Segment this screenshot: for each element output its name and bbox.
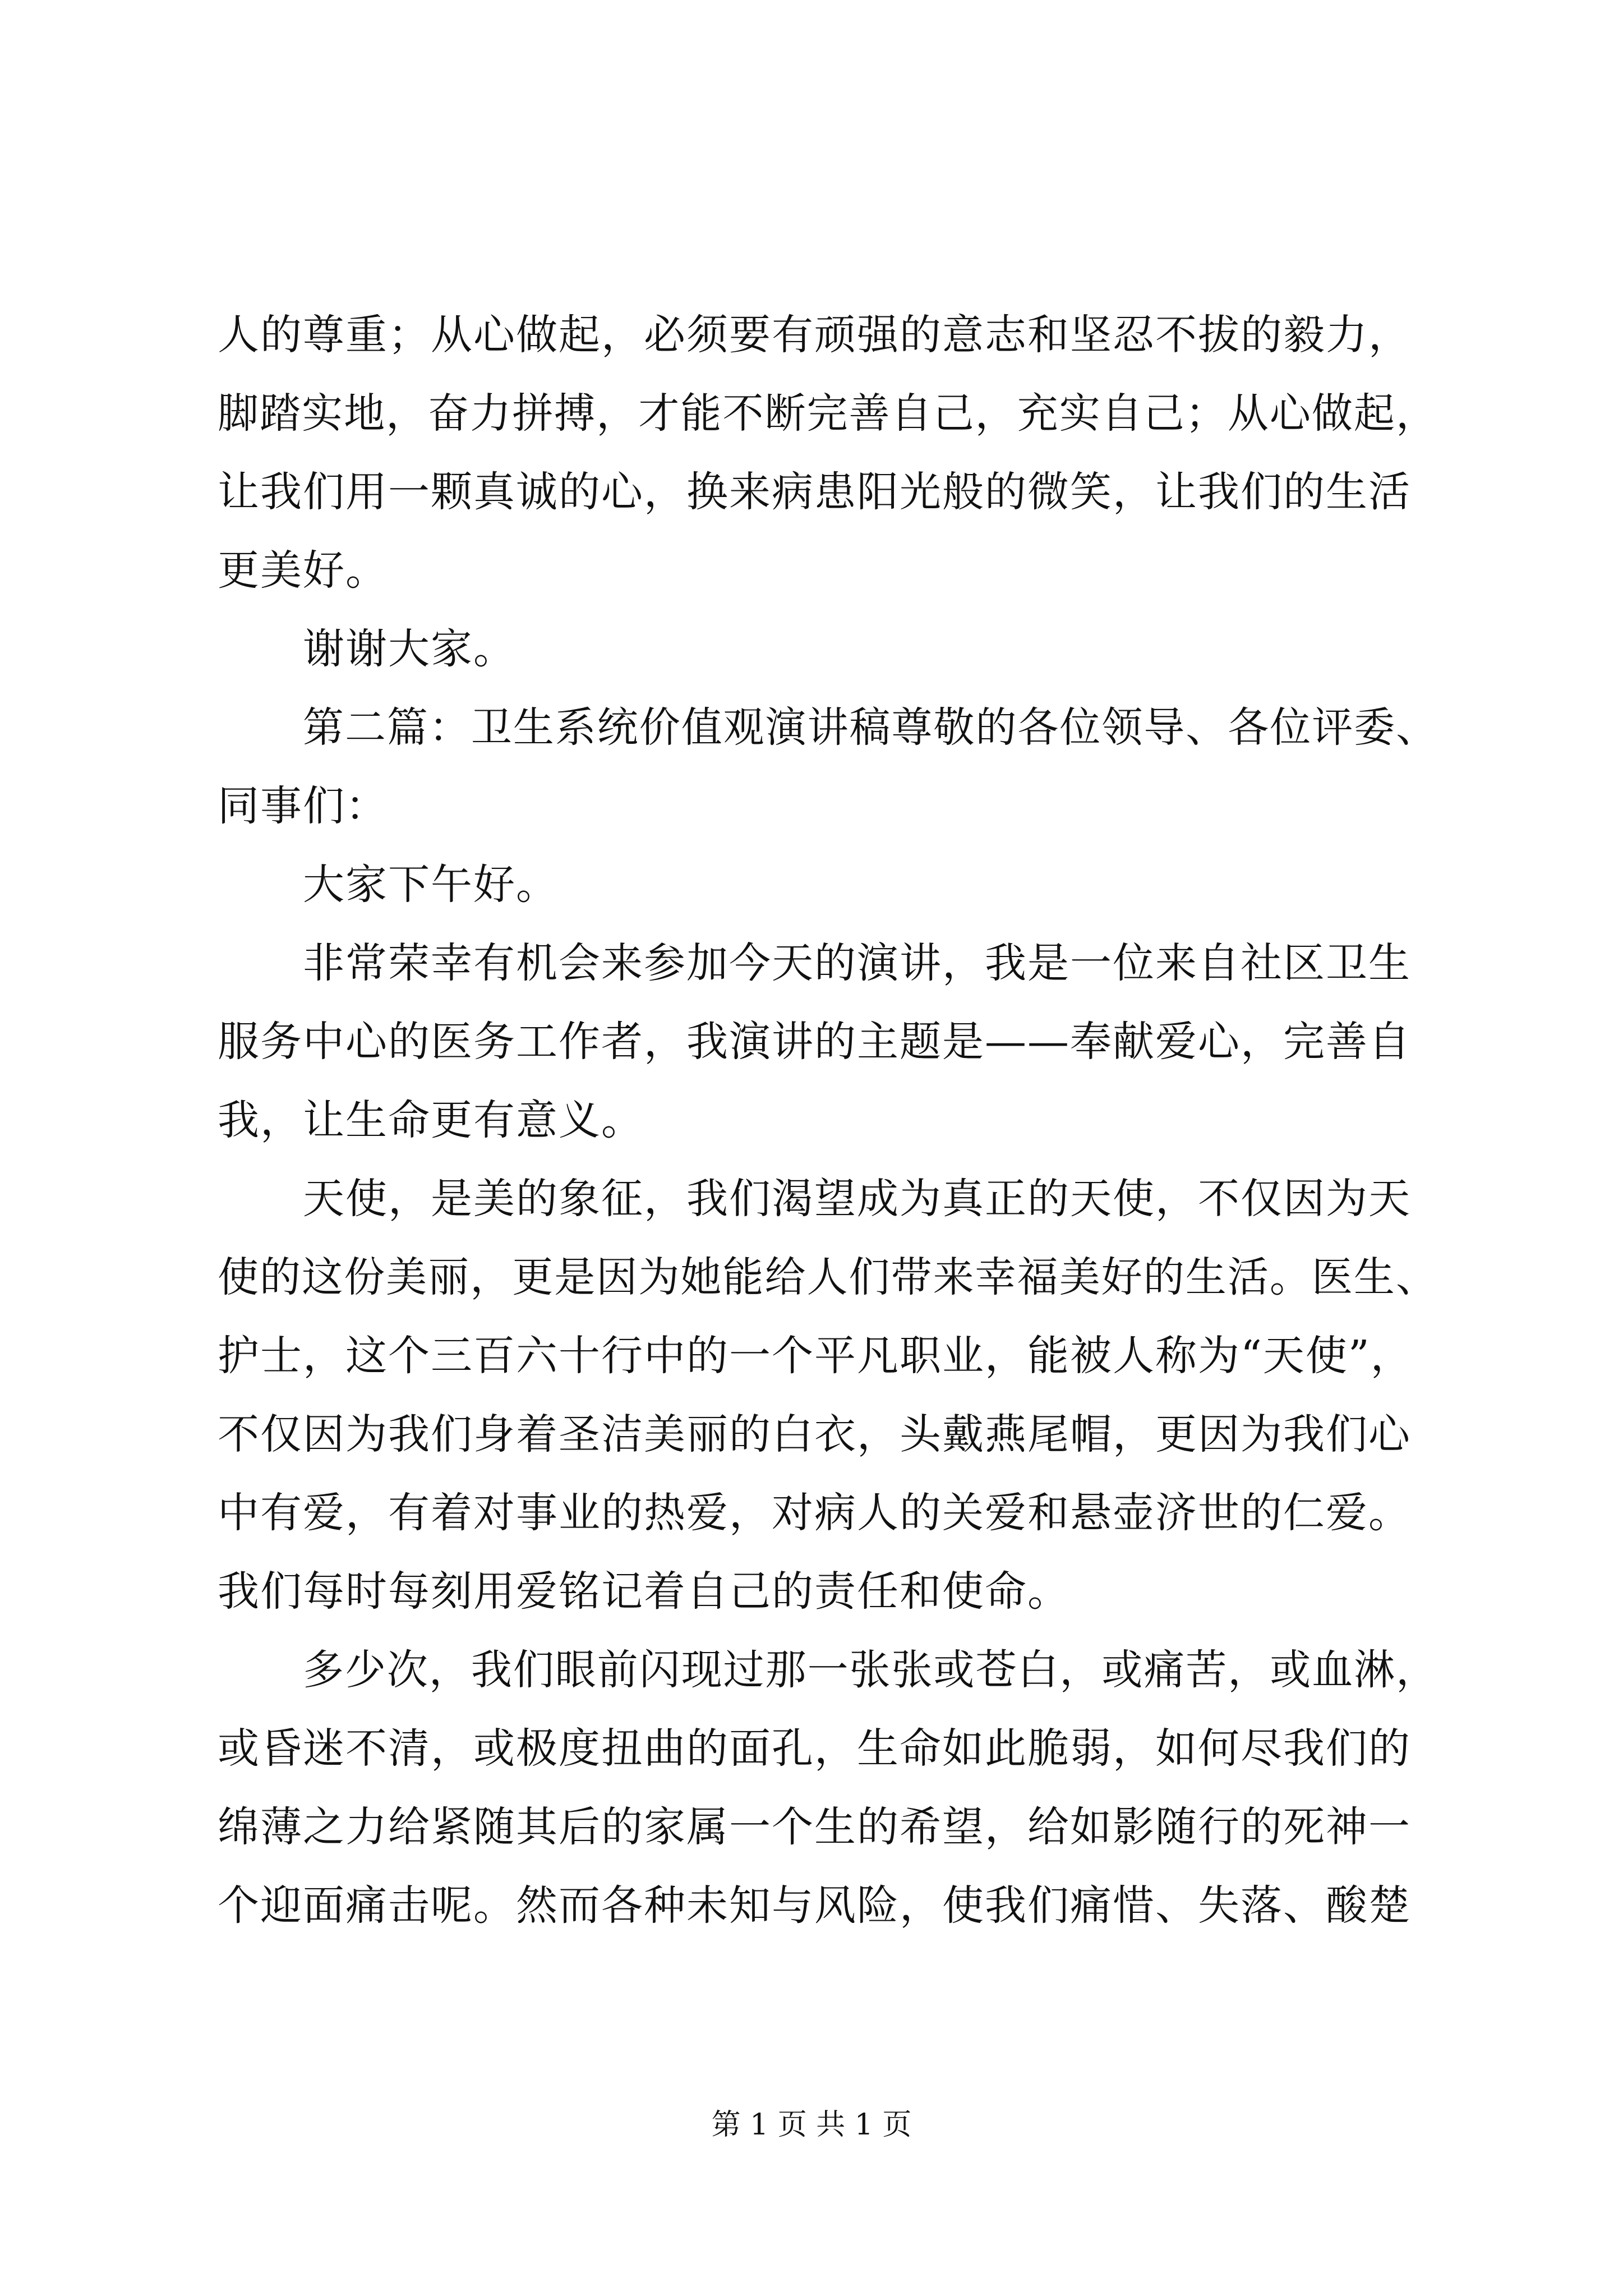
- text-line: 中有爱，有着对事业的热爱，对病人的关爱和悬壶济世的仁爱。: [218, 1489, 1411, 1537]
- text-line: 天使，是美的象征，我们渴望成为真正的天使，不仅因为天: [303, 1175, 1411, 1223]
- text-line: 让我们用一颗真诚的心，换来病患阳光般的微笑，让我们的生活: [218, 468, 1411, 516]
- text-line: 更美好。: [218, 546, 388, 595]
- text-line: 我，让生命更有意义。: [218, 1096, 644, 1144]
- text-line: 个迎面痛击呢。然而各种未知与风险，使我们痛惜、失落、酸楚: [218, 1881, 1411, 1930]
- text-line: 同事们：: [218, 782, 388, 830]
- text-line: 我们每时每刻用爱铭记着自己的责任和使命。: [218, 1567, 1070, 1616]
- text-line: 第二篇：卫生系统价值观演讲稿尊敬的各位领导、各位评委、: [303, 703, 1438, 752]
- text-line: 使的这份美丽，更是因为她能给人们带来幸福美好的生活。医生、: [218, 1253, 1438, 1301]
- text-line: 或昏迷不清，或极度扭曲的面孔，生命如此脆弱，如何尽我们的: [218, 1724, 1411, 1773]
- text-line: 脚踏实地，奋力拼搏，才能不断完善自己，充实自己；从心做起，: [218, 389, 1438, 438]
- text-line: 多少次，我们眼前闪现过那一张张或苍白，或痛苦，或血淋，: [303, 1646, 1438, 1694]
- text-line: 人的尊重；从心做起，必须要有顽强的意志和坚忍不拔的毅力，: [218, 311, 1411, 359]
- page-footer: 第 1 页 共 1 页: [711, 2108, 912, 2142]
- text-line: 护士，这个三百六十行中的一个平凡职业，能被人称为“天使”，: [218, 1332, 1413, 1380]
- text-line: 非常荣幸有机会来参加今天的演讲，我是一位来自社区卫生: [303, 939, 1411, 987]
- text-line: 绵薄之力给紧随其后的家属一个生的希望，给如影随行的死神一: [218, 1803, 1411, 1851]
- text-line: 大家下午好。: [303, 861, 559, 909]
- text-line: 服务中心的医务工作者，我演讲的主题是——奉献爱心，完善自: [218, 1018, 1411, 1066]
- text-line: 不仅因为我们身着圣洁美丽的白衣，头戴燕尾帽，更因为我们心: [218, 1410, 1411, 1458]
- text-line: 谢谢大家。: [303, 625, 516, 673]
